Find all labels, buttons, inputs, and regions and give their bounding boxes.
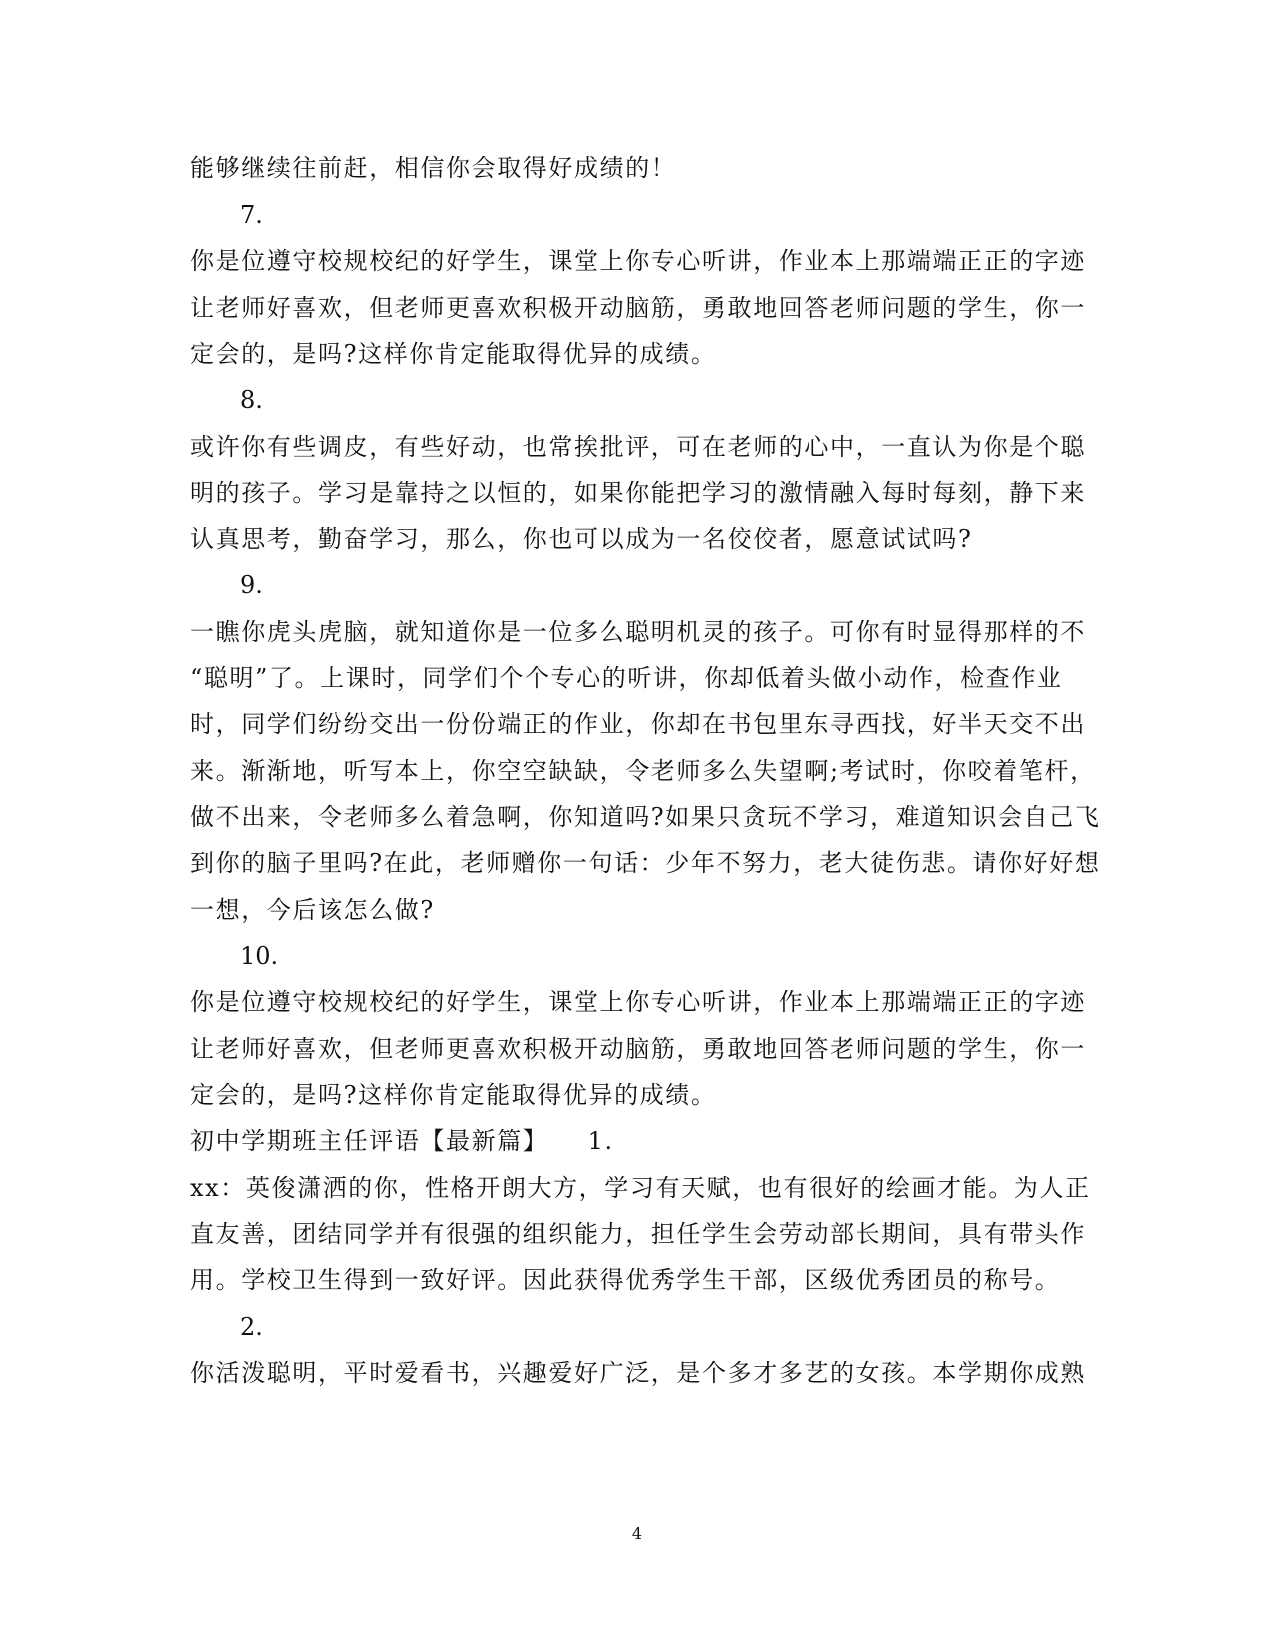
item-number: 7. bbox=[240, 201, 263, 229]
page-number: 4 bbox=[631, 1524, 643, 1543]
text-line: 让老师好喜欢，但老师更喜欢积极开动脑筋，勇敢地回答老师问题的学生，你一 bbox=[190, 294, 1086, 322]
text-line: 定会的，是吗?这样你肯定能取得优异的成绩。 bbox=[190, 1081, 717, 1109]
text-line: 你活泼聪明，平时爱看书，兴趣爱好广泛，是个多才多艺的女孩。本学期你成熟 bbox=[190, 1359, 1086, 1387]
text-line: 能够继续往前赶，相信你会取得好成绩的！ bbox=[190, 154, 677, 182]
text-line: xx：英俊潇洒的你，性格开朗大方，学习有天赋，也有很好的绘画才能。为人正 bbox=[190, 1174, 1091, 1202]
text-line: 一瞧你虎头虎脑，就知道你是一位多么聪明机灵的孩子。可你有时显得那样的不 bbox=[190, 618, 1086, 646]
text-line: 来。渐渐地，听写本上，你空空缺缺，令老师多么失望啊;考试时，你咬着笔杆， bbox=[190, 757, 1096, 785]
text-line: 时，同学们纷纷交出一份份端正的作业，你却在书包里东寻西找，好半天交不出 bbox=[190, 710, 1086, 738]
text-line: 让老师好喜欢，但老师更喜欢积极开动脑筋，勇敢地回答老师问题的学生，你一 bbox=[190, 1035, 1086, 1063]
text-line: 你是位遵守校规校纪的好学生，课堂上你专心听讲，作业本上那端端正正的字迹 bbox=[190, 988, 1086, 1016]
text-line: 或许你有些调皮，有些好动，也常挨批评，可在老师的心中，一直认为你是个聪 bbox=[190, 433, 1086, 461]
item-number: 10. bbox=[240, 942, 279, 970]
text-line: 认真思考，勤奋学习，那么，你也可以成为一名佼佼者，愿意试试吗? bbox=[190, 525, 973, 553]
text-line: 直友善，团结同学并有很强的组织能力，担任学生会劳动部长期间，具有带头作 bbox=[190, 1220, 1086, 1248]
text-line: 明的孩子。学习是靠持之以恒的，如果你能把学习的激情融入每时每刻，静下来 bbox=[190, 479, 1086, 507]
text-line: 定会的，是吗?这样你肯定能取得优异的成绩。 bbox=[190, 340, 717, 368]
item-number: 8. bbox=[240, 386, 263, 414]
item-number: 2. bbox=[240, 1313, 263, 1341]
text-line: “聪明”了。上课时，同学们个个专心的听讲，你却低着头做小动作，检查作业 bbox=[190, 664, 1063, 692]
text-line: 用。学校卫生得到一致好评。因此获得优秀学生干部，区级优秀团员的称号。 bbox=[190, 1266, 1061, 1294]
text-line: 到你的脑子里吗?在此，老师赠你一句话：少年不努力，老大徒伤悲。请你好好想 bbox=[190, 849, 1101, 877]
section-heading: 初中学期班主任评语【最新篇】 1. bbox=[190, 1127, 614, 1155]
item-number: 9. bbox=[240, 571, 263, 599]
text-line: 做不出来，令老师多么着急啊，你知道吗?如果只贪玩不学习，难道知识会自己飞 bbox=[190, 803, 1101, 831]
text-line: 一想，今后该怎么做? bbox=[190, 896, 435, 924]
text-line: 你是位遵守校规校纪的好学生，课堂上你专心听讲，作业本上那端端正正的字迹 bbox=[190, 247, 1086, 275]
